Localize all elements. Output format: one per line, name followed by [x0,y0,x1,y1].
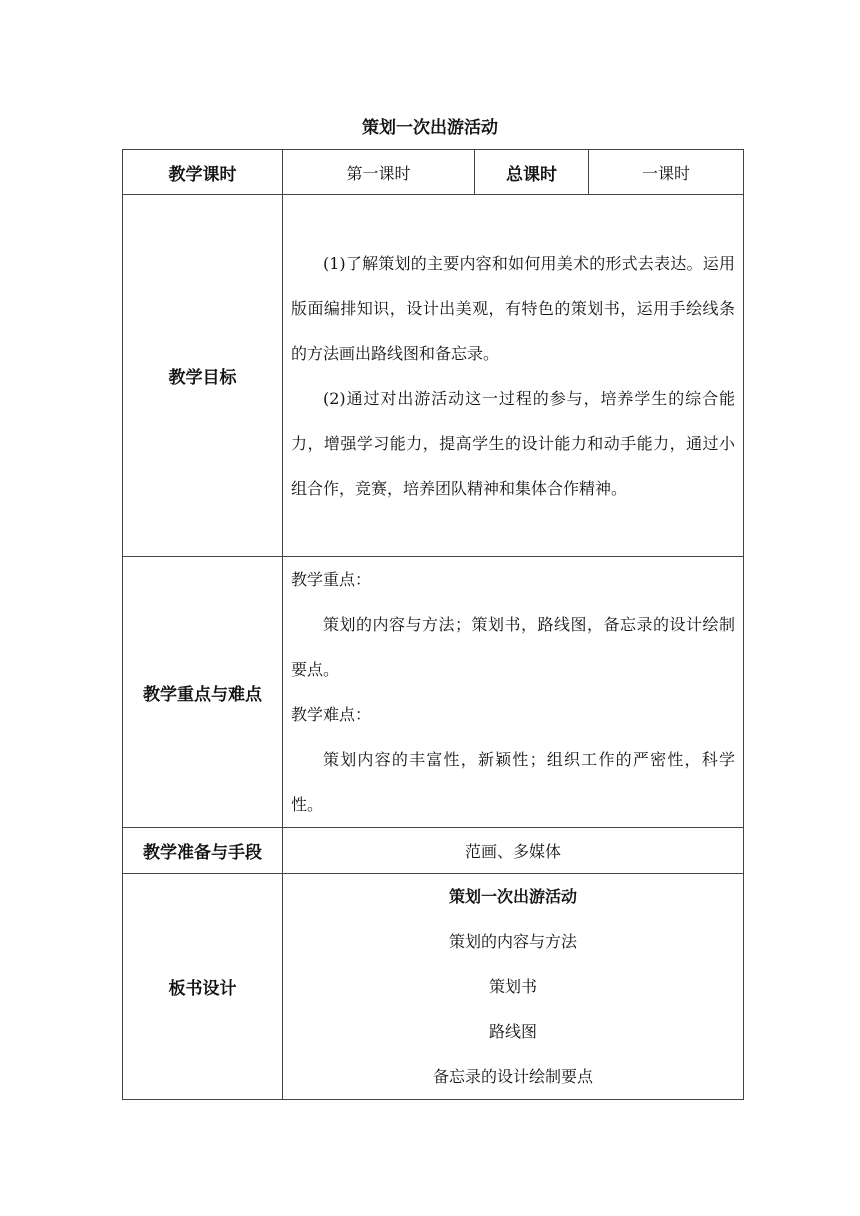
document-title: 策划一次出游活动 [362,118,498,138]
board-line-4: 备忘录的设计绘制要点 [432,1067,593,1086]
preparation-row [123,828,744,874]
key-points-row [123,557,744,828]
objectives-row [123,195,744,557]
lesson-plan-table [122,149,744,1100]
board-title: 策划一次出游活动 [448,887,577,906]
board-line-3: 路线图 [488,1022,537,1041]
objectives-content [283,195,744,557]
total-hours-value: 一课时 [589,150,744,195]
lesson-hours-value: 第一课时 [283,150,475,195]
objective-paragraph-2: (2)通过对出游活动这一过程的参与，培养学生的综合能力，增强学习能力，提高学生的设计能力和动手能力，通过小组合作，竞赛，培养团队精神和集体合作精神。 [291,388,735,498]
lesson-hours-label: 教学课时 [123,150,283,195]
objectives-label: 教学目标 [123,195,283,557]
difficulty-text: 策划内容的丰富性，新颖性；组织工作的严密性，科学性。 [291,750,735,814]
total-hours-label: 总课时 [475,150,589,195]
objective-paragraph-1: (1)了解策划的主要内容和如何用美术的形式去表达。运用版面编排知识，设计出美观，有特色的策划书，运用手绘线条的方法画出路线图和备忘录。 [291,253,735,363]
lesson-hours-row [123,150,744,195]
key-points-content [283,557,744,828]
preparation-value: 范画、多媒体 [283,828,744,874]
key-points-label: 教学重点与难点 [123,557,283,828]
key-points-text: 策划的内容与方法；策划书，路线图，备忘录的设计绘制要点。 [291,615,735,679]
board-design-label: 板书设计 [123,874,283,1100]
board-design-row [123,874,744,1100]
preparation-label: 教学准备与手段 [123,828,283,874]
board-line-2: 策划书 [488,977,537,996]
board-design-content [283,874,744,1100]
board-line-1: 策划的内容与方法 [448,932,577,951]
key-points-heading: 教学重点： [291,570,372,589]
difficulty-heading: 教学难点： [291,705,372,724]
